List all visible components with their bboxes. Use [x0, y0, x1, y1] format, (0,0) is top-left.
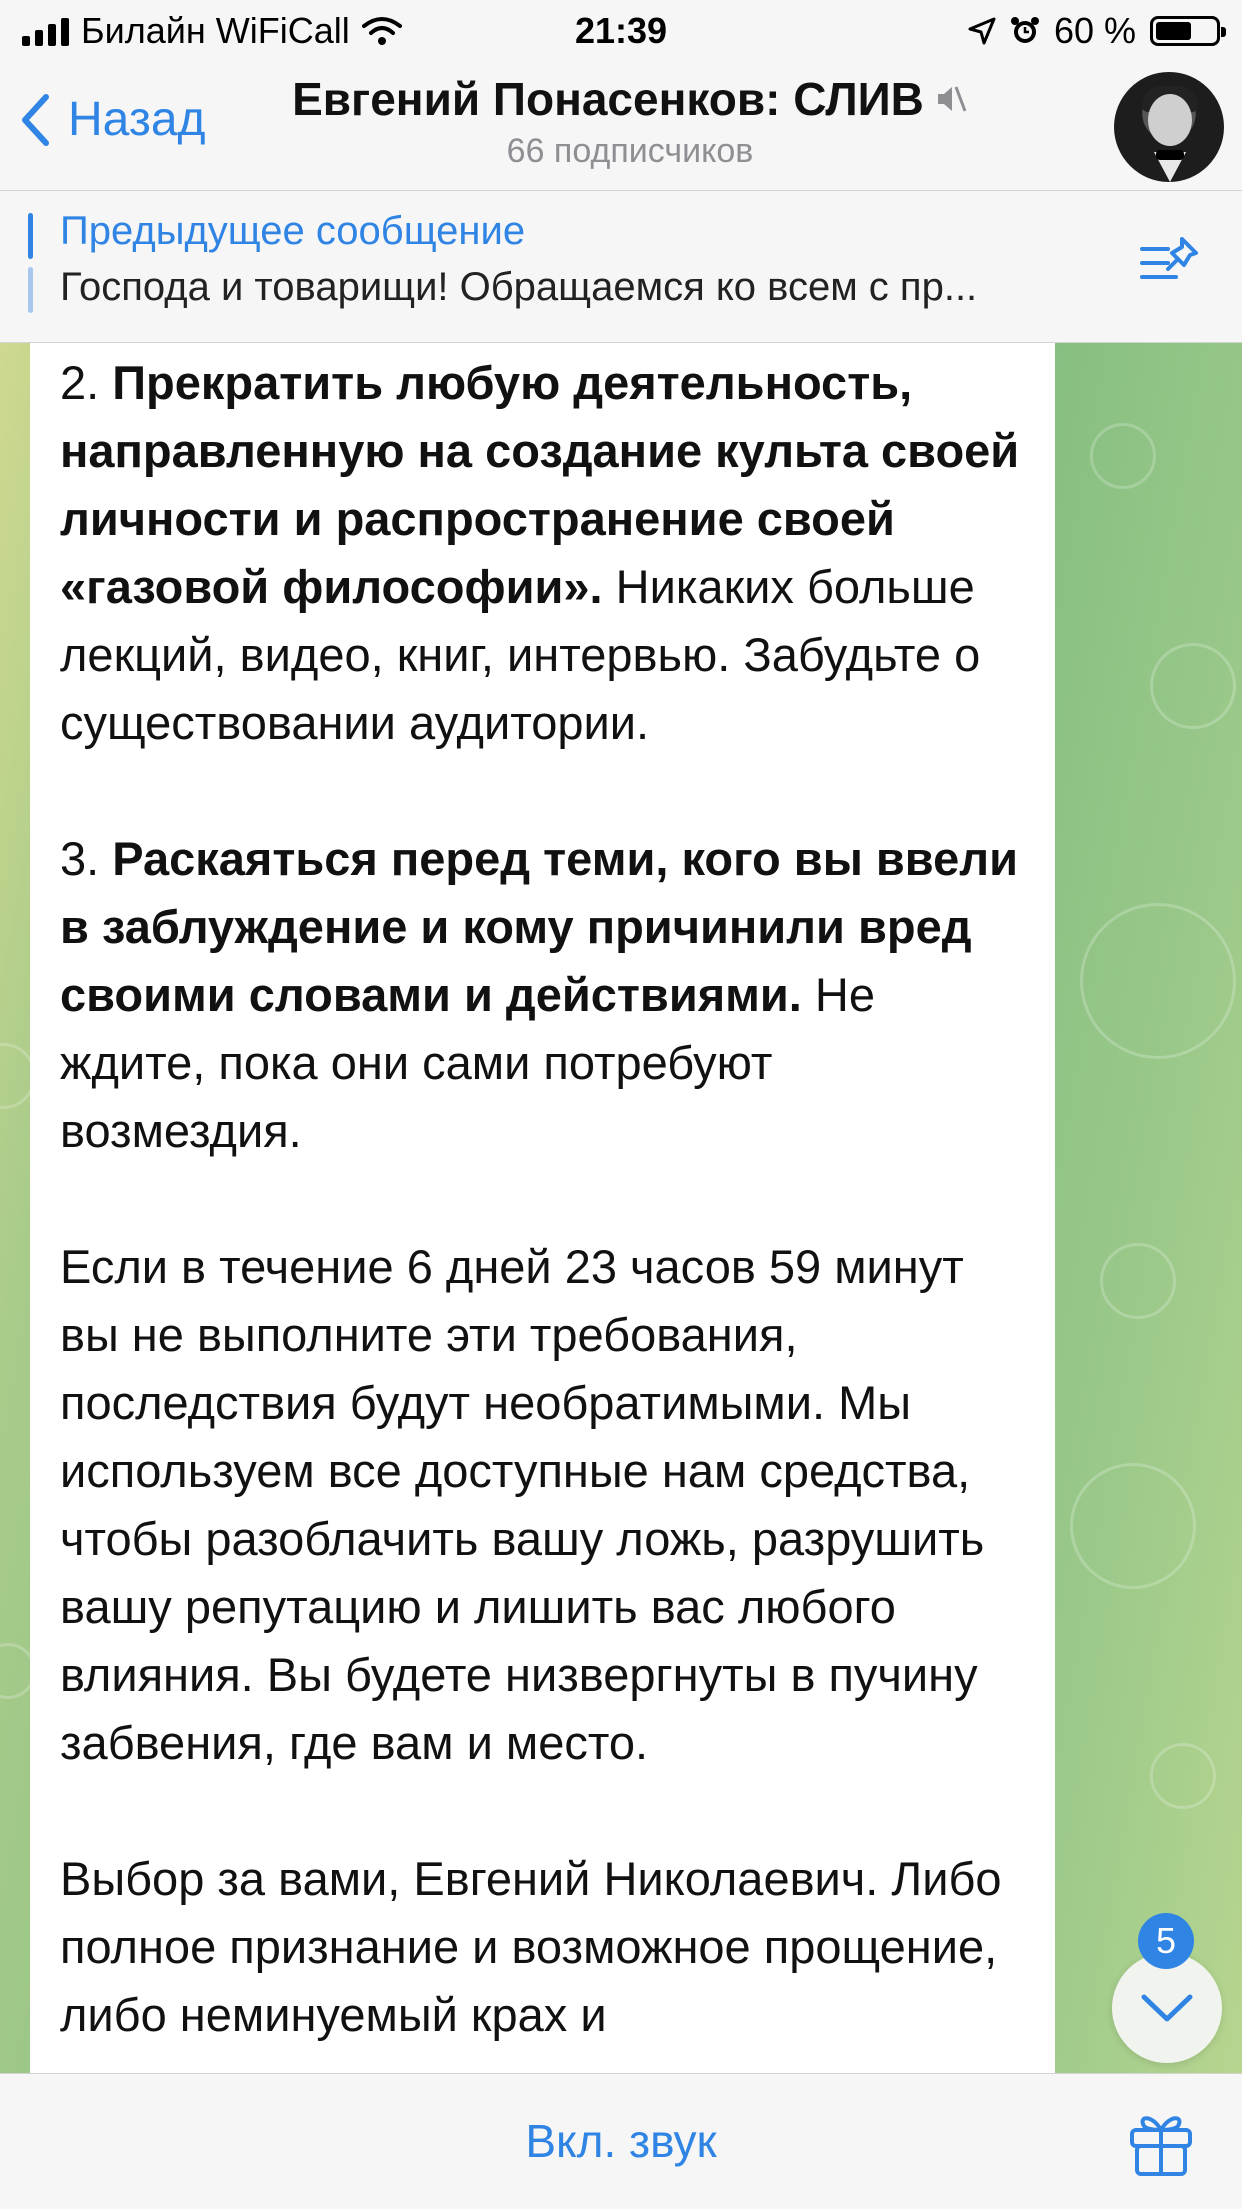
clock: 21:39 [574, 10, 668, 51]
location-icon [968, 17, 996, 45]
battery-percent: 60 % [1053, 10, 1136, 51]
chevron-down-icon [1140, 1993, 1194, 2023]
channel-title-row [250, 72, 1010, 126]
pinned-indicator [28, 213, 33, 259]
pinned-message-bar[interactable] [0, 191, 1242, 343]
message-paragraph: 2. Прекратить любую деятельность, направленную на создание культа своей личности и распространение своей «газовой философии». Никаких больше лекций, видео, книг, интервью. Забудьте о существовании аудитории. [60, 356, 1020, 749]
message-paragraph: Если в течение 6 дней 23 часов 59 минут вы не выполните эти требования, последствия будут необратимыми. Мы используем все доступные нам средства, чтобы разоблачить вашу ложь, разрушить вашу репутацию и лишить вас любого влияния. Вы будете низвергнуты в пучину забвения, где вам и место. [60, 1240, 985, 1769]
chat-header [0, 64, 1242, 191]
message-paragraph: Выбор за вами, Евгений Николаевич. Либо полное признание и возможное прощение, либо неминуемый крах и [60, 1852, 1002, 2041]
alarm-icon [1010, 16, 1040, 46]
pinned-list-icon[interactable] [1138, 235, 1202, 291]
back-button[interactable] [20, 92, 206, 147]
message-text [60, 343, 1025, 2049]
channel-avatar[interactable] [1114, 72, 1224, 182]
subscriber-count: 66 подписчиков [506, 132, 754, 170]
message-paragraph: 3. Раскаяться перед теми, кого вы ввели в заблуждение и кому причинили вред своими словами и действиями. Не ждите, пока они сами потребуют возмездия. [60, 832, 1018, 1157]
channel-info[interactable] [250, 72, 1010, 171]
battery-icon [1150, 16, 1220, 46]
bottom-bar [0, 2073, 1242, 2209]
unmute-button[interactable]: Вкл. звук [525, 2115, 717, 2167]
gift-icon[interactable] [1128, 2108, 1194, 2178]
pinned-text: Господа и товарищи! Обращаемся ко всем с пр... [60, 265, 978, 309]
back-label: Назад [68, 93, 206, 146]
status-bar [0, 0, 1242, 64]
scroll-down-button[interactable] [1112, 1953, 1222, 2063]
channel-title: Евгений Понасенков: СЛИВ [292, 73, 924, 125]
carrier-label: Билайн WiFiCall [81, 10, 350, 51]
unread-badge: 5 [1138, 1913, 1194, 1969]
message-bubble[interactable] [30, 343, 1055, 2073]
muted-speaker-icon [934, 82, 968, 116]
chat-area[interactable] [0, 343, 1242, 2073]
pinned-title: Предыдущее сообщение [60, 209, 526, 253]
battery-fill [1156, 22, 1191, 40]
pinned-indicator-secondary [28, 267, 33, 313]
status-right [968, 10, 1220, 52]
chevron-left-icon [20, 93, 50, 147]
